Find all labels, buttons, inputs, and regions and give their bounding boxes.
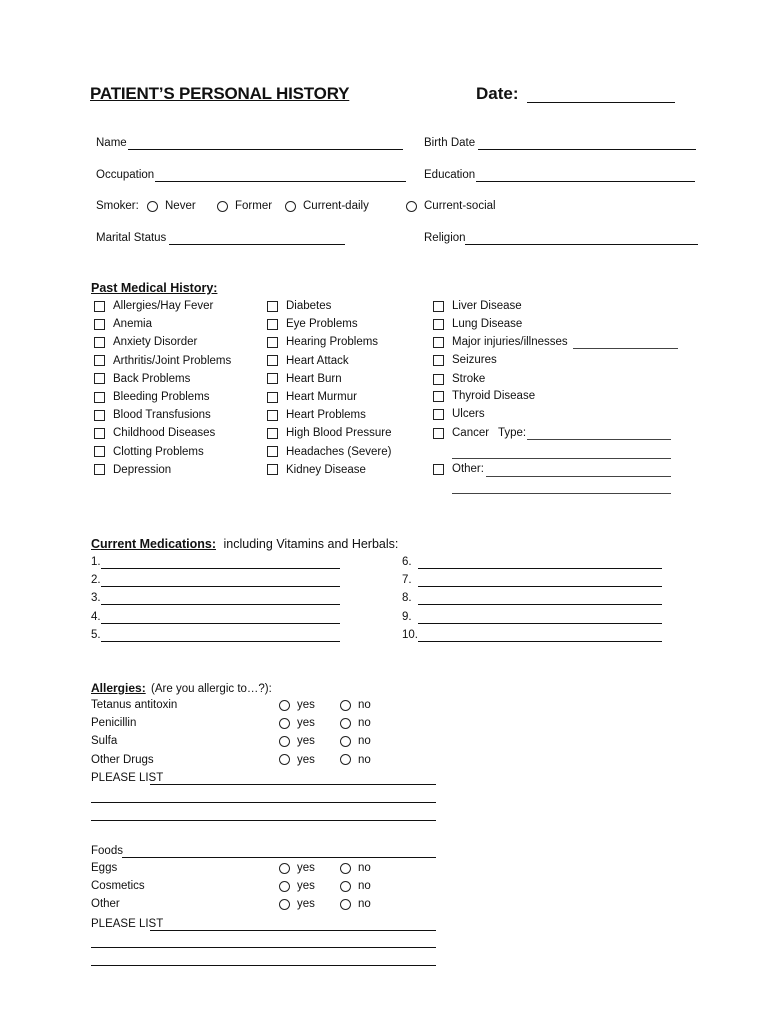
allergies-heading: Allergies: <box>91 681 146 695</box>
radio-icon[interactable] <box>340 754 351 765</box>
marital-status-field[interactable] <box>169 244 345 245</box>
condition-anemia[interactable]: Anemia <box>94 318 152 330</box>
radio-icon[interactable] <box>340 700 351 711</box>
allergy-item-other: Other <box>91 898 120 911</box>
condition-allergies-hay-fever[interactable]: Allergies/Hay Fever <box>94 300 213 312</box>
smoker-option-current-social[interactable]: Current-social <box>406 200 496 212</box>
allergy-other-drugs-no[interactable]: no <box>340 754 371 766</box>
checkbox-icon[interactable] <box>267 301 278 312</box>
allergy-cosmetics-yes[interactable]: yes <box>279 880 315 892</box>
please-list-line-2[interactable] <box>91 947 436 948</box>
radio-icon[interactable] <box>279 863 290 874</box>
condition-eye-problems[interactable]: Eye Problems <box>267 318 358 330</box>
condition-stroke[interactable]: Stroke <box>433 373 485 385</box>
other-field[interactable] <box>486 476 671 477</box>
condition-heart-burn[interactable]: Heart Burn <box>267 373 342 385</box>
medication-number: 6. <box>402 556 412 568</box>
medication-field[interactable] <box>101 641 340 642</box>
checkbox-icon[interactable] <box>267 446 278 457</box>
medication-number: 5. <box>91 628 101 641</box>
radio-icon[interactable] <box>279 754 290 765</box>
medication-field[interactable] <box>418 586 662 587</box>
checkbox-icon[interactable] <box>267 410 278 421</box>
page-title: PATIENT’S PERSONAL HISTORY <box>90 84 350 103</box>
checkbox-icon[interactable] <box>433 301 444 312</box>
smoker-option-former[interactable]: Former <box>217 200 272 212</box>
checkbox-icon[interactable] <box>433 337 444 348</box>
medication-field[interactable] <box>418 568 662 569</box>
medications-heading: Current Medications: <box>91 537 217 551</box>
medication-number: 8. <box>402 592 412 605</box>
checkbox-icon[interactable] <box>94 373 105 384</box>
condition-thyroid-disease[interactable]: Thyroid Disease <box>433 390 535 402</box>
checkbox-icon[interactable] <box>94 428 105 439</box>
condition-bleeding-problems[interactable]: Bleeding Problems <box>94 391 210 403</box>
checkbox-icon[interactable] <box>433 428 444 439</box>
radio-icon[interactable] <box>340 718 351 729</box>
medication-number: 1. <box>91 556 101 568</box>
allergies-header <box>91 681 272 695</box>
condition-blood-transfusions[interactable]: Blood Transfusions <box>94 409 211 421</box>
smoker-option-never[interactable]: Never <box>147 200 196 212</box>
checkbox-icon[interactable] <box>94 410 105 421</box>
allergy-item-tetanus-antitoxin: Tetanus antitoxin <box>91 699 178 711</box>
medication-number: 10. <box>402 628 418 641</box>
allergy-other-yes[interactable]: yes <box>279 898 315 910</box>
radio-icon[interactable] <box>285 201 296 212</box>
radio-icon[interactable] <box>279 700 290 711</box>
condition-high-blood-pressure[interactable]: High Blood Pressure <box>267 427 391 439</box>
radio-icon[interactable] <box>279 881 290 892</box>
birth-date-field[interactable] <box>478 149 696 150</box>
name-label: Name <box>96 137 127 149</box>
please-list-label-2: PLEASE LIST <box>91 918 164 930</box>
cancer-type-label: Type: <box>498 427 527 439</box>
checkbox-icon[interactable] <box>433 374 444 385</box>
date-field[interactable] <box>527 102 675 103</box>
checkbox-icon[interactable] <box>433 409 444 420</box>
radio-icon[interactable] <box>217 201 228 212</box>
medication-number: 3. <box>91 592 101 605</box>
checkbox-icon[interactable] <box>94 355 105 366</box>
condition-depression[interactable]: Depression <box>94 464 171 476</box>
checkbox-icon[interactable] <box>94 464 105 475</box>
medication-field[interactable] <box>101 586 340 587</box>
checkbox-icon[interactable] <box>433 464 444 475</box>
past-medical-history-heading: Past Medical History: <box>91 281 218 295</box>
allergy-eggs-yes[interactable]: yes <box>279 862 315 874</box>
medication-number: 7. <box>402 574 412 587</box>
allergy-penicillin-yes[interactable]: yes <box>279 717 315 729</box>
name-field[interactable] <box>128 149 403 150</box>
checkbox-icon[interactable] <box>433 355 444 366</box>
allergy-tetanus-antitoxin-yes[interactable]: yes <box>279 699 315 711</box>
allergy-eggs-no[interactable]: no <box>340 862 371 874</box>
checkbox-icon[interactable] <box>433 391 444 402</box>
allergy-item-cosmetics: Cosmetics <box>91 880 145 893</box>
medication-field[interactable] <box>101 568 340 569</box>
please-list-line[interactable] <box>91 802 436 803</box>
checkbox-icon[interactable] <box>267 355 278 366</box>
allergy-sulfa-no[interactable]: no <box>340 735 371 747</box>
condition-liver-disease[interactable]: Liver Disease <box>433 300 522 312</box>
marital-status-label: Marital Status <box>96 232 167 244</box>
checkbox-icon[interactable] <box>267 428 278 439</box>
radio-icon[interactable] <box>147 201 158 212</box>
medication-field[interactable] <box>418 641 662 642</box>
checkbox-icon[interactable] <box>267 319 278 330</box>
medication-number: 2. <box>91 574 101 587</box>
radio-icon[interactable] <box>406 201 417 212</box>
medication-field[interactable] <box>101 623 340 624</box>
smoker-label: Smoker: <box>96 200 139 212</box>
condition-heart-problems[interactable]: Heart Problems <box>267 409 366 421</box>
checkbox-icon[interactable] <box>94 446 105 457</box>
condition-heart-murmur[interactable]: Heart Murmur <box>267 391 357 403</box>
medication-number: 4. <box>91 610 101 623</box>
cancer-extra-line[interactable] <box>452 458 671 459</box>
occupation-label: Occupation <box>96 169 155 181</box>
condition-hearing-problems[interactable]: Hearing Problems <box>267 336 378 348</box>
radio-icon[interactable] <box>279 899 290 910</box>
allergy-other-no[interactable]: no <box>340 898 371 910</box>
checkbox-icon[interactable] <box>94 392 105 403</box>
allergy-sulfa-yes[interactable]: yes <box>279 735 315 747</box>
foods-field[interactable] <box>122 857 436 858</box>
condition-kidney-disease[interactable]: Kidney Disease <box>267 464 366 476</box>
allergies-subheading: (Are you allergic to…?): <box>151 683 272 695</box>
allergy-other-drugs-yes[interactable]: yes <box>279 754 315 766</box>
please-list-field[interactable] <box>150 784 436 785</box>
education-label: Education <box>424 169 476 181</box>
please-list-label: PLEASE LIST <box>91 772 164 784</box>
condition-back-problems[interactable]: Back Problems <box>94 373 190 385</box>
allergy-tetanus-antitoxin-no[interactable]: no <box>340 699 371 711</box>
date-label: Date: <box>476 84 519 103</box>
please-list-line[interactable] <box>91 820 436 821</box>
checkbox-icon[interactable] <box>267 392 278 403</box>
medication-field[interactable] <box>418 604 662 605</box>
medication-field[interactable] <box>101 604 340 605</box>
condition-anxiety-disorder[interactable]: Anxiety Disorder <box>94 336 197 348</box>
allergy-item-sulfa: Sulfa <box>91 735 118 748</box>
checkbox-icon[interactable] <box>267 373 278 384</box>
condition-cancer[interactable]: Cancer <box>433 427 489 439</box>
birth-date-label: Birth Date <box>424 137 476 149</box>
smoker-option-current-daily[interactable]: Current-daily <box>285 200 369 212</box>
allergy-cosmetics-no[interactable]: no <box>340 880 371 892</box>
allergy-item-penicillin: Penicillin <box>91 717 137 730</box>
occupation-field[interactable] <box>155 181 406 182</box>
radio-icon[interactable] <box>279 718 290 729</box>
condition-ulcers[interactable]: Ulcers <box>433 408 485 420</box>
radio-icon[interactable] <box>340 736 351 747</box>
condition-clotting-problems[interactable]: Clotting Problems <box>94 446 204 458</box>
checkbox-icon[interactable] <box>94 319 105 330</box>
condition-lung-disease[interactable]: Lung Disease <box>433 318 522 330</box>
allergy-item-other-drugs: Other Drugs <box>91 753 154 766</box>
foods-label: Foods <box>91 845 123 857</box>
condition-diabetes[interactable]: Diabetes <box>267 300 331 312</box>
condition-major-injuries-illnesses[interactable]: Major injuries/illnesses <box>433 336 568 348</box>
radio-icon[interactable] <box>340 881 351 892</box>
radio-icon[interactable] <box>340 863 351 874</box>
checkbox-icon[interactable] <box>267 337 278 348</box>
condition-headaches-severe[interactable]: Headaches (Severe) <box>267 446 391 458</box>
cancer-type-field[interactable] <box>527 439 671 440</box>
condition-heart-attack[interactable]: Heart Attack <box>267 355 349 367</box>
checkbox-icon[interactable] <box>433 319 444 330</box>
education-field[interactable] <box>476 181 695 182</box>
checkbox-icon[interactable] <box>94 337 105 348</box>
checkbox-icon[interactable] <box>94 301 105 312</box>
radio-icon[interactable] <box>279 736 290 747</box>
medication-number: 9. <box>402 610 412 623</box>
please-list-field-2[interactable] <box>150 930 436 931</box>
radio-icon[interactable] <box>340 899 351 910</box>
religion-label: Religion <box>424 232 466 244</box>
condition-arthritis-joint-problems[interactable]: Arthritis/Joint Problems <box>94 355 231 367</box>
allergy-penicillin-no[interactable]: no <box>340 717 371 729</box>
other-extra-line[interactable] <box>452 493 671 494</box>
allergy-item-eggs: Eggs <box>91 862 118 874</box>
religion-field[interactable] <box>465 244 698 245</box>
checkbox-icon[interactable] <box>267 464 278 475</box>
medications-header <box>91 537 398 551</box>
please-list-line-2[interactable] <box>91 965 436 966</box>
major-injuries-field[interactable] <box>573 348 678 349</box>
condition-childhood-diseases[interactable]: Childhood Diseases <box>94 427 215 439</box>
condition-other[interactable]: Other: <box>433 463 484 475</box>
medication-field[interactable] <box>418 623 662 624</box>
medications-subheading: including Vitamins and Herbals: <box>223 537 399 551</box>
condition-seizures[interactable]: Seizures <box>433 354 497 366</box>
